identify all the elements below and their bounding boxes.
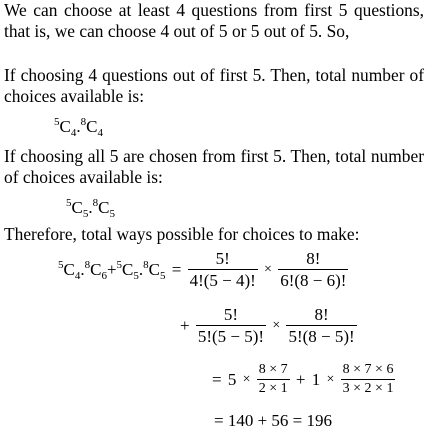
main-fr1-den: 4!(5 − 4)!	[189, 271, 256, 290]
f2-dot: .	[88, 198, 93, 217]
formula-case1	[54, 116, 103, 139]
main-lhs-d: .	[80, 260, 85, 279]
f1-r2: 4	[97, 127, 103, 139]
formula-line2	[178, 306, 357, 345]
main-lhs-g: 6	[101, 270, 107, 282]
f2-n2: 8	[92, 197, 99, 209]
line3-b: 1	[311, 370, 321, 389]
line3-fr1-num: 8 × 7	[258, 362, 288, 377]
f1-n2: 8	[80, 116, 87, 128]
line2-fr2-den: 5!(8 − 5)!	[288, 327, 355, 346]
main-fr1-num: 5!	[215, 249, 230, 268]
main-fraction-1	[188, 250, 258, 289]
line3-times1: ×	[242, 371, 251, 387]
line2-fraction-2	[286, 306, 356, 345]
main-lhs-l: 8	[143, 259, 149, 271]
formula-main	[58, 250, 348, 289]
line2-fraction-1	[196, 306, 266, 345]
main-lhs-h: 5	[116, 259, 123, 271]
f1-dot: .	[76, 117, 81, 136]
f1-r1: 4	[70, 127, 77, 139]
line3-fraction-2	[341, 363, 396, 396]
f1-base1: C	[59, 117, 71, 136]
f2-r1: 5	[82, 208, 89, 220]
therefore-paragraph: Therefore, total ways possible for choices to make:	[4, 224, 360, 244]
main-lhs-i: C	[122, 260, 134, 279]
formula-case2	[66, 197, 115, 220]
line3-fr1-den: 2 × 1	[258, 381, 288, 396]
main-lhs-f: C	[90, 260, 102, 279]
line3-fr2-num: 8 × 7 × 6	[342, 362, 394, 377]
line3-eq: =	[212, 370, 222, 389]
main-lhs-k: .	[138, 260, 144, 279]
main-fr2-den: 6!(8 − 6)!	[280, 271, 347, 290]
case2-paragraph: If choosing all 5 are chosen from first 5. Then, total number of choices available is:	[4, 146, 424, 187]
line2-fr1-den: 5!(5 − 5)!	[197, 327, 265, 346]
main-fr2-num: 8!	[306, 249, 321, 268]
main-plus: +	[106, 260, 117, 279]
main-lhs-c: 4	[74, 270, 81, 282]
main-lhs-m: C	[148, 260, 160, 279]
main-lhs-e: 8	[84, 259, 91, 271]
f2-n1: 5	[66, 197, 72, 209]
line3-fr2-den: 3 × 2 × 1	[342, 381, 394, 396]
formula-line4: = 140 + 56 = 196	[214, 411, 333, 430]
f2-r2: 5	[109, 208, 115, 220]
f2-base2: C	[98, 198, 110, 217]
main-times: ×	[264, 261, 272, 277]
main-lhs-b: C	[63, 260, 75, 279]
f1-base2: C	[86, 117, 98, 136]
line3-plus: +	[295, 370, 306, 389]
case1-paragraph: If choosing 4 questions out of first 5. Then, total number of choices available is:	[4, 65, 424, 106]
line2-times: ×	[272, 317, 281, 333]
line2-plus: +	[180, 316, 190, 335]
line2-fr1-num: 5!	[223, 305, 239, 324]
line3-fraction-1	[257, 363, 290, 396]
line3-times2: ×	[326, 371, 335, 387]
f2-base1: C	[71, 198, 83, 217]
formula-line3	[210, 363, 395, 396]
intro-paragraph: We can choose at least 4 questions from first 5 questions, that is, we can choose 4 out of 5 or 5 out of 5. So,	[4, 0, 424, 41]
f1-n1: 5	[54, 116, 60, 128]
main-eq: =	[171, 260, 182, 279]
main-lhs-j: 5	[133, 270, 139, 282]
line3-a: 5	[227, 370, 237, 389]
line2-fr2-num: 8!	[314, 305, 329, 324]
main-fraction-2	[278, 250, 348, 289]
main-lhs-n: 5	[159, 270, 166, 282]
main-lhs-a: 5	[58, 259, 64, 271]
